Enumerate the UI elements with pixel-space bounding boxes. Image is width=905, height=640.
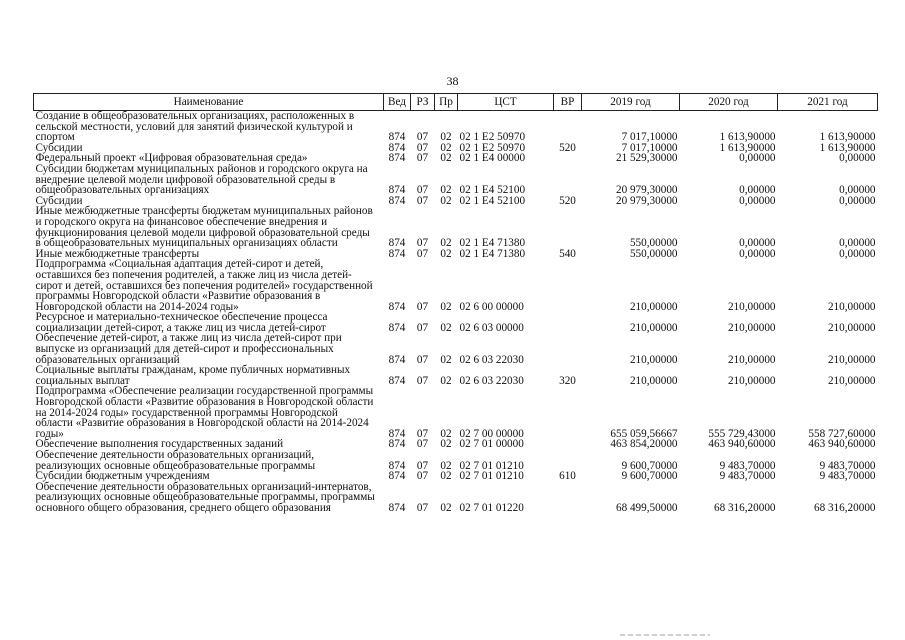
cell-2020: 68 316,20000 bbox=[713, 501, 776, 514]
cell-ved: 874 bbox=[388, 438, 406, 451]
cell-ved: 874 bbox=[388, 152, 406, 165]
cell-vr: 520 bbox=[559, 141, 576, 154]
cell-pr: 02 bbox=[440, 152, 452, 165]
cell-2019: 7 017,10000 bbox=[621, 131, 678, 144]
cell-rz: 07 bbox=[416, 321, 429, 334]
cell-2021: 210,00000 bbox=[827, 321, 876, 334]
cell-name: Субсидии bbox=[35, 141, 83, 154]
cell-2019: 9 600,70000 bbox=[621, 459, 678, 472]
cell-2019: 210,00000 bbox=[629, 300, 678, 313]
cell-cst: 02 6 00 00000 bbox=[459, 300, 524, 313]
cell-vr: 320 bbox=[559, 374, 576, 387]
header-vr: ВР bbox=[554, 94, 582, 111]
cell-name: Федеральный проект «Цифровая образовательная среда» bbox=[35, 152, 308, 165]
table-body bbox=[34, 111, 878, 514]
cell-name: Обеспечение детей-сирот, а также лиц из числа детей-сирот при выпуске из организаций для детей-сирот и профессиональных образовательных организаций bbox=[35, 332, 342, 366]
cell-pr: 02 bbox=[440, 194, 452, 207]
cell-name: Создание в общеобразовательных организациях, расположенных в сельской местности, условий для занятий физической культурой и спортом bbox=[35, 110, 355, 144]
cell-2021: 1 613,90000 bbox=[819, 131, 876, 144]
cell-vr bbox=[554, 439, 582, 450]
table-row bbox=[34, 259, 878, 312]
cell-name: Иные межбюджетные трансферты bbox=[35, 247, 200, 260]
cell-name: Подпрограмма «Социальная адаптация детей-сирот и детей, оставшихся без попечения родителей, а также лиц из числа детей-сирот и детей, оставшихся без попечения родителей» государственной программы Новгородской области «Развитие образования в Новгородской области на 2014-2024 годы» bbox=[35, 258, 373, 313]
cell-2021: 210,00000 bbox=[827, 353, 876, 366]
cell-2021: 210,00000 bbox=[827, 300, 876, 313]
cell-rz: 07 bbox=[416, 131, 429, 144]
cell-rz: 07 bbox=[416, 438, 429, 451]
cell-rz: 07 bbox=[416, 152, 429, 165]
cell-2020: 1 613,90000 bbox=[719, 131, 776, 144]
cell-2020: 9 483,70000 bbox=[719, 470, 776, 483]
cell-vr: 610 bbox=[559, 470, 576, 483]
cell-cst: 02 7 00 00000 bbox=[459, 427, 524, 440]
cell-2021: 0,00000 bbox=[839, 184, 876, 197]
cell-2019: 7 017,10000 bbox=[621, 141, 678, 154]
cell-cst: 02 6 03 00000 bbox=[459, 321, 524, 334]
cell-cst: 02 1 E4 71380 bbox=[459, 247, 526, 260]
table-row bbox=[34, 365, 878, 386]
cell-2019: 20 979,30000 bbox=[615, 194, 678, 207]
cell-ved: 874 bbox=[388, 459, 406, 472]
cell-vr: 520 bbox=[559, 194, 576, 207]
cell-pr: 02 bbox=[440, 353, 452, 366]
cell-cst: 02 7 01 01210 bbox=[459, 470, 524, 483]
cell-pr: 02 bbox=[440, 141, 452, 154]
cell-vr bbox=[554, 386, 582, 439]
cell-2020: 0,00000 bbox=[739, 247, 776, 260]
cell-2019: 20 979,30000 bbox=[615, 184, 678, 197]
budget-table bbox=[33, 93, 878, 514]
page-number: 38 bbox=[446, 74, 459, 88]
cell-2020: 0,00000 bbox=[739, 152, 776, 165]
cell-name: Обеспечение деятельности образовательных организаций-интернатов, реализующих основные общеобразовательные программы, программы основного общего образования, среднего общего образования bbox=[35, 480, 375, 514]
cell-vr bbox=[554, 333, 582, 365]
cell-vr bbox=[554, 259, 582, 312]
cell-pr: 02 bbox=[440, 247, 452, 260]
cell-ved: 874 bbox=[388, 141, 406, 154]
cell-2019: 210,00000 bbox=[629, 321, 678, 334]
cell-cst: 02 7 01 01210 bbox=[459, 459, 524, 472]
cell-2019: 21 529,30000 bbox=[615, 152, 678, 165]
cell-vr: 540 bbox=[559, 247, 576, 260]
cell-ved: 874 bbox=[388, 184, 406, 197]
cell-name: Иные межбюджетные трансферты бюджетам муниципальных районов и городского округа на финансовое обеспечение внедрения и функционирования целевой модели цифровой образовательной среды в общеобразовательных муниципальных организациях области bbox=[35, 205, 373, 250]
cell-2021: 0,00000 bbox=[839, 152, 876, 165]
cell-2019: 463 854,20000 bbox=[610, 438, 678, 451]
cell-pr: 02 bbox=[440, 438, 452, 451]
cell-rz: 07 bbox=[416, 247, 429, 260]
table-row bbox=[34, 206, 878, 248]
cell-2020: 555 729,43000 bbox=[708, 427, 776, 440]
cell-2021: 68 316,20000 bbox=[813, 501, 876, 514]
cell-pr: 02 bbox=[440, 459, 452, 472]
table-row bbox=[34, 111, 878, 143]
header-2021: 2021 год bbox=[778, 94, 878, 111]
table-header bbox=[34, 94, 878, 111]
cell-name: Подпрограмма «Обеспечение реализации государственной программы Новгородской области «Развитие образования в Новгородской области на 2014-2024 годы» государственной программы Новгородской области «Развитие образования в Новгородской области на 2014-2024 годы» bbox=[35, 385, 374, 440]
cell-2019: 210,00000 bbox=[629, 374, 678, 387]
cell-name: Ресурсное и материально-техническое обеспечение процесса социализации детей-сирот, а также лиц из числа детей-сирот bbox=[35, 311, 328, 334]
cell-pr: 02 bbox=[440, 184, 452, 197]
cell-2019: 9 600,70000 bbox=[621, 470, 678, 483]
cell-rz: 07 bbox=[416, 353, 429, 366]
footer-scan-mark bbox=[620, 634, 710, 636]
header-row bbox=[34, 94, 878, 111]
cell-2020: 463 940,60000 bbox=[708, 438, 776, 451]
cell-ved: 874 bbox=[388, 321, 406, 334]
cell-rz: 07 bbox=[416, 427, 429, 440]
cell-ved: 874 bbox=[388, 427, 406, 440]
cell-cst: 02 1 E2 50970 bbox=[459, 131, 526, 144]
cell-2021: 0,00000 bbox=[839, 237, 876, 250]
cell-vr bbox=[554, 153, 582, 164]
cell-cst: 02 7 01 01220 bbox=[459, 501, 524, 514]
cell-2021: 0,00000 bbox=[839, 194, 876, 207]
cell-cst: 02 7 01 00000 bbox=[459, 438, 524, 451]
cell-name: Обеспечение выполнения государственных заданий bbox=[35, 438, 284, 451]
cell-2020: 210,00000 bbox=[727, 374, 776, 387]
cell-2020: 210,00000 bbox=[727, 353, 776, 366]
table-row bbox=[34, 386, 878, 439]
cell-vr bbox=[554, 164, 582, 196]
cell-2020: 0,00000 bbox=[739, 184, 776, 197]
cell-rz: 07 bbox=[416, 141, 429, 154]
header-ved: Вед bbox=[384, 94, 411, 111]
cell-2021: 1 613,90000 bbox=[819, 141, 876, 154]
cell-pr: 02 bbox=[440, 374, 452, 387]
cell-2021: 558 727,60000 bbox=[808, 427, 876, 440]
cell-name: Субсидии bbox=[35, 194, 83, 207]
cell-ved: 874 bbox=[388, 501, 406, 514]
cell-2020: 210,00000 bbox=[727, 300, 776, 313]
cell-pr: 02 bbox=[440, 131, 452, 144]
cell-2021: 463 940,60000 bbox=[808, 438, 876, 451]
cell-2020: 210,00000 bbox=[727, 321, 776, 334]
table-row bbox=[34, 333, 878, 365]
cell-cst: 02 6 03 22030 bbox=[459, 374, 524, 387]
cell-2020: 1 613,90000 bbox=[719, 141, 776, 154]
cell-rz: 07 bbox=[416, 184, 429, 197]
cell-vr bbox=[554, 312, 582, 333]
cell-name: Обеспечение деятельности образовательных организаций, реализующих основные общеобразовательные программы bbox=[35, 449, 316, 472]
cell-cst: 02 1 E2 50970 bbox=[459, 141, 526, 154]
cell-vr bbox=[554, 111, 582, 143]
header-rz: РЗ bbox=[411, 94, 435, 111]
cell-2021: 9 483,70000 bbox=[819, 470, 876, 483]
header-2019: 2019 год bbox=[582, 94, 680, 111]
cell-ved: 874 bbox=[388, 353, 406, 366]
table-row bbox=[34, 312, 878, 333]
cell-vr bbox=[554, 450, 582, 471]
cell-pr: 02 bbox=[440, 237, 452, 250]
cell-cst: 02 1 E4 52100 bbox=[459, 184, 526, 197]
cell-2021: 9 483,70000 bbox=[819, 459, 876, 472]
cell-2020: 9 483,70000 bbox=[719, 459, 776, 472]
cell-2019: 68 499,50000 bbox=[615, 501, 678, 514]
cell-2019: 210,00000 bbox=[629, 353, 678, 366]
header-cst: ЦСТ bbox=[458, 94, 554, 111]
cell-rz: 07 bbox=[416, 237, 429, 250]
cell-cst: 02 1 E4 52100 bbox=[459, 194, 526, 207]
cell-pr: 02 bbox=[440, 501, 452, 514]
cell-2021: 0,00000 bbox=[839, 247, 876, 260]
cell-2020: 0,00000 bbox=[739, 237, 776, 250]
cell-ved: 874 bbox=[388, 194, 406, 207]
cell-pr: 02 bbox=[440, 427, 452, 440]
cell-ved: 874 bbox=[388, 247, 406, 260]
cell-2019: 550,00000 bbox=[629, 237, 678, 250]
cell-name: Социальные выплаты гражданам, кроме публичных нормативных социальных выплат bbox=[35, 364, 351, 387]
table-row bbox=[34, 482, 878, 514]
cell-pr: 02 bbox=[440, 470, 452, 483]
cell-rz: 07 bbox=[416, 501, 429, 514]
cell-rz: 07 bbox=[416, 194, 429, 207]
cell-rz: 07 bbox=[416, 300, 429, 313]
header-2020: 2020 год bbox=[680, 94, 778, 111]
cell-pr: 02 bbox=[440, 300, 452, 313]
cell-cst: 02 6 03 22030 bbox=[459, 353, 524, 366]
table-row bbox=[34, 164, 878, 196]
cell-name: Субсидии бюджетным учреждениям bbox=[35, 470, 210, 483]
header-name: Наименование bbox=[34, 94, 384, 111]
cell-rz: 07 bbox=[416, 374, 429, 387]
cell-cst: 02 1 E4 71380 bbox=[459, 237, 526, 250]
cell-ved: 874 bbox=[388, 237, 406, 250]
cell-pr: 02 bbox=[440, 321, 452, 334]
cell-2019: 550,00000 bbox=[629, 247, 678, 260]
cell-ved: 874 bbox=[388, 131, 406, 144]
cell-cst: 02 1 E4 00000 bbox=[459, 152, 526, 165]
table-row bbox=[34, 450, 878, 471]
cell-2021: 210,00000 bbox=[827, 374, 876, 387]
cell-vr bbox=[554, 482, 582, 514]
cell-ved: 874 bbox=[388, 300, 406, 313]
cell-ved: 874 bbox=[388, 470, 406, 483]
cell-rz: 07 bbox=[416, 470, 429, 483]
cell-name: Субсидии бюджетам муниципальных районов и городского округа на внедрение целевой модели цифровой образовательной среды в общеобразовательных организациях bbox=[35, 162, 368, 197]
cell-vr bbox=[554, 206, 582, 248]
cell-ved: 874 bbox=[388, 374, 406, 387]
cell-rz: 07 bbox=[416, 459, 429, 472]
cell-2020: 0,00000 bbox=[739, 194, 776, 207]
header-pr: Пр bbox=[435, 94, 458, 111]
cell-2019: 655 059,56667 bbox=[610, 427, 678, 440]
